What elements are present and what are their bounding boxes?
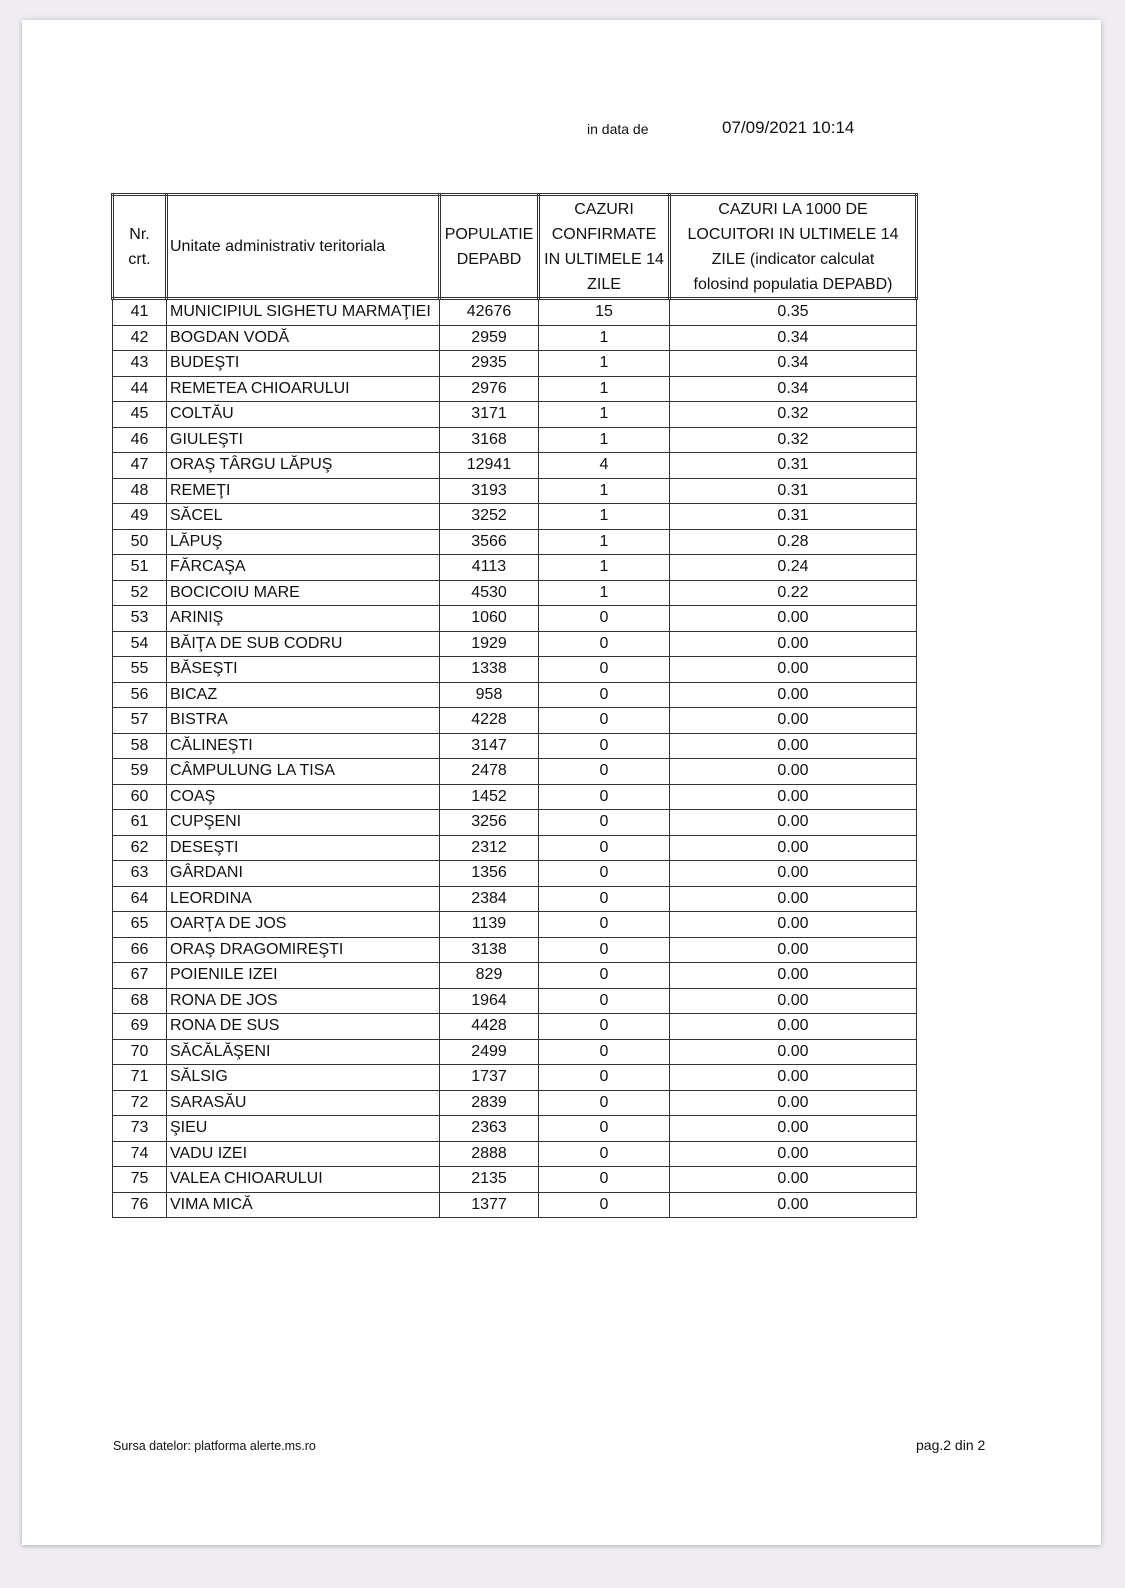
row-number: 61 (113, 810, 167, 836)
row-population: 2499 (440, 1039, 539, 1065)
row-population: 2312 (440, 835, 539, 861)
row-cases: 15 (539, 299, 670, 326)
row-population: 1377 (440, 1192, 539, 1218)
row-uat-name: SARASĂU (167, 1090, 440, 1116)
table-row (113, 835, 917, 861)
row-number: 73 (113, 1116, 167, 1142)
row-uat-name: BĂSEŞTI (167, 657, 440, 683)
row-number: 56 (113, 682, 167, 708)
row-population: 2976 (440, 376, 539, 402)
row-uat-name: BOCICOIU MARE (167, 580, 440, 606)
table-row (113, 937, 917, 963)
row-number: 44 (113, 376, 167, 402)
row-number: 58 (113, 733, 167, 759)
table-row (113, 861, 917, 887)
row-cases: 0 (539, 708, 670, 734)
row-population: 3171 (440, 402, 539, 428)
column-header-uat: Unitate administrativ teritoriala (167, 195, 440, 299)
row-rate: 0.00 (670, 963, 917, 989)
row-number: 72 (113, 1090, 167, 1116)
row-rate: 0.00 (670, 1141, 917, 1167)
table-row (113, 912, 917, 938)
row-cases: 0 (539, 1090, 670, 1116)
row-uat-name: BĂIŢA DE SUB CODRU (167, 631, 440, 657)
row-uat-name: FĂRCAŞA (167, 555, 440, 581)
table-row (113, 1090, 917, 1116)
row-rate: 0.00 (670, 861, 917, 887)
row-rate: 0.31 (670, 478, 917, 504)
table-row (113, 555, 917, 581)
row-uat-name: LEORDINA (167, 886, 440, 912)
row-population: 3168 (440, 427, 539, 453)
row-cases: 1 (539, 351, 670, 377)
row-cases: 0 (539, 759, 670, 785)
table-row (113, 402, 917, 428)
row-rate: 0.00 (670, 1192, 917, 1218)
row-population: 3256 (440, 810, 539, 836)
row-rate: 0.35 (670, 299, 917, 326)
row-uat-name: VIMA MICĂ (167, 1192, 440, 1218)
row-number: 47 (113, 453, 167, 479)
row-uat-name: RONA DE SUS (167, 1014, 440, 1040)
row-cases: 0 (539, 1065, 670, 1091)
row-rate: 0.32 (670, 427, 917, 453)
row-rate: 0.00 (670, 606, 917, 632)
row-number: 65 (113, 912, 167, 938)
row-cases: 0 (539, 631, 670, 657)
row-uat-name: MUNICIPIUL SIGHETU MARMAŢIEI (167, 299, 440, 326)
row-uat-name: GIULEŞTI (167, 427, 440, 453)
row-rate: 0.34 (670, 325, 917, 351)
row-cases: 0 (539, 682, 670, 708)
row-number: 45 (113, 402, 167, 428)
row-cases: 0 (539, 657, 670, 683)
row-uat-name: ŞIEU (167, 1116, 440, 1142)
report-date-value: 07/09/2021 10:14 (722, 118, 855, 137)
row-rate: 0.00 (670, 1039, 917, 1065)
column-header-rata: CAZURI LA 1000 DE LOCUITORI IN ULTIMELE 14 ZILE (indicator calculat folosind populatia DEPABD) (670, 195, 917, 299)
row-population: 1060 (440, 606, 539, 632)
row-cases: 0 (539, 937, 670, 963)
row-rate: 0.00 (670, 1167, 917, 1193)
row-rate: 0.31 (670, 453, 917, 479)
row-population: 4228 (440, 708, 539, 734)
row-rate: 0.00 (670, 912, 917, 938)
row-uat-name: ARINIŞ (167, 606, 440, 632)
row-uat-name: REMEŢI (167, 478, 440, 504)
table-row (113, 988, 917, 1014)
row-uat-name: POIENILE IZEI (167, 963, 440, 989)
table-row (113, 427, 917, 453)
row-number: 51 (113, 555, 167, 581)
row-rate: 0.00 (670, 733, 917, 759)
row-population: 3193 (440, 478, 539, 504)
row-population: 4428 (440, 1014, 539, 1040)
table-body (113, 299, 917, 1218)
row-rate: 0.00 (670, 988, 917, 1014)
row-population: 3147 (440, 733, 539, 759)
table-row (113, 351, 917, 377)
row-rate: 0.00 (670, 631, 917, 657)
row-number: 68 (113, 988, 167, 1014)
row-population: 2959 (440, 325, 539, 351)
row-population: 1964 (440, 988, 539, 1014)
cases-table (111, 193, 918, 1218)
row-number: 75 (113, 1167, 167, 1193)
row-number: 49 (113, 504, 167, 530)
row-cases: 0 (539, 784, 670, 810)
row-number: 63 (113, 861, 167, 887)
row-cases: 0 (539, 810, 670, 836)
row-cases: 1 (539, 529, 670, 555)
row-uat-name: REMETEA CHIOARULUI (167, 376, 440, 402)
table-row (113, 886, 917, 912)
row-uat-name: VALEA CHIOARULUI (167, 1167, 440, 1193)
row-population: 3566 (440, 529, 539, 555)
row-population: 1338 (440, 657, 539, 683)
row-uat-name: BOGDAN VODĂ (167, 325, 440, 351)
row-population: 2839 (440, 1090, 539, 1116)
row-cases: 0 (539, 835, 670, 861)
row-population: 3138 (440, 937, 539, 963)
row-rate: 0.00 (670, 759, 917, 785)
row-rate: 0.28 (670, 529, 917, 555)
row-number: 50 (113, 529, 167, 555)
row-rate: 0.31 (670, 504, 917, 530)
row-cases: 0 (539, 886, 670, 912)
row-cases: 1 (539, 478, 670, 504)
row-number: 54 (113, 631, 167, 657)
row-population: 1737 (440, 1065, 539, 1091)
row-uat-name: SĂCEL (167, 504, 440, 530)
row-number: 46 (113, 427, 167, 453)
row-uat-name: OARŢA DE JOS (167, 912, 440, 938)
row-cases: 1 (539, 580, 670, 606)
row-rate: 0.00 (670, 657, 917, 683)
row-population: 4530 (440, 580, 539, 606)
row-population: 958 (440, 682, 539, 708)
row-number: 42 (113, 325, 167, 351)
table-row (113, 1116, 917, 1142)
row-uat-name: COLTĂU (167, 402, 440, 428)
row-cases: 0 (539, 1116, 670, 1142)
row-number: 43 (113, 351, 167, 377)
row-cases: 0 (539, 912, 670, 938)
row-cases: 0 (539, 1192, 670, 1218)
row-rate: 0.00 (670, 937, 917, 963)
row-cases: 1 (539, 402, 670, 428)
table-row (113, 657, 917, 683)
row-number: 70 (113, 1039, 167, 1065)
row-cases: 0 (539, 1014, 670, 1040)
row-rate: 0.00 (670, 1090, 917, 1116)
row-number: 74 (113, 1141, 167, 1167)
column-header-cazuri: CAZURI CONFIRMATE IN ULTIMELE 14 ZILE (539, 195, 670, 299)
row-uat-name: VADU IZEI (167, 1141, 440, 1167)
row-population: 42676 (440, 299, 539, 326)
table-header-row (113, 195, 917, 299)
row-rate: 0.24 (670, 555, 917, 581)
table-row (113, 325, 917, 351)
table-row (113, 606, 917, 632)
row-cases: 0 (539, 1039, 670, 1065)
row-population: 1139 (440, 912, 539, 938)
row-uat-name: BISTRA (167, 708, 440, 734)
table-row (113, 810, 917, 836)
column-header-nr: Nr. crt. (113, 195, 167, 299)
row-cases: 4 (539, 453, 670, 479)
row-uat-name: RONA DE JOS (167, 988, 440, 1014)
row-rate: 0.00 (670, 1065, 917, 1091)
row-number: 71 (113, 1065, 167, 1091)
table-row (113, 1141, 917, 1167)
table-row (113, 1167, 917, 1193)
row-uat-name: GÂRDANI (167, 861, 440, 887)
row-rate: 0.32 (670, 402, 917, 428)
row-uat-name: ORAŞ DRAGOMIREŞTI (167, 937, 440, 963)
table-row (113, 478, 917, 504)
data-source-note: Sursa datelor: platforma alerte.ms.ro (113, 1439, 316, 1453)
report-date-label: in data de (587, 121, 649, 137)
row-number: 48 (113, 478, 167, 504)
table-row (113, 759, 917, 785)
row-cases: 0 (539, 988, 670, 1014)
row-cases: 0 (539, 1141, 670, 1167)
row-number: 62 (113, 835, 167, 861)
row-rate: 0.00 (670, 682, 917, 708)
row-rate: 0.34 (670, 351, 917, 377)
document-page (22, 20, 1101, 1545)
row-population: 1452 (440, 784, 539, 810)
row-population: 2888 (440, 1141, 539, 1167)
row-population: 4113 (440, 555, 539, 581)
row-number: 53 (113, 606, 167, 632)
row-number: 57 (113, 708, 167, 734)
row-rate: 0.00 (670, 1014, 917, 1040)
column-header-populatie: POPULATIE DEPABD (440, 195, 539, 299)
row-number: 66 (113, 937, 167, 963)
row-uat-name: SĂLSIG (167, 1065, 440, 1091)
row-population: 829 (440, 963, 539, 989)
row-cases: 0 (539, 733, 670, 759)
row-uat-name: DESEŞTI (167, 835, 440, 861)
row-population: 1356 (440, 861, 539, 887)
table-row (113, 708, 917, 734)
row-uat-name: COAŞ (167, 784, 440, 810)
row-cases: 1 (539, 427, 670, 453)
table-row (113, 504, 917, 530)
table-row (113, 631, 917, 657)
table-row (113, 733, 917, 759)
row-number: 59 (113, 759, 167, 785)
row-number: 60 (113, 784, 167, 810)
row-population: 3252 (440, 504, 539, 530)
row-population: 2384 (440, 886, 539, 912)
row-uat-name: CUPŞENI (167, 810, 440, 836)
table-row (113, 1192, 917, 1218)
row-uat-name: BUDEŞTI (167, 351, 440, 377)
row-cases: 1 (539, 555, 670, 581)
row-number: 41 (113, 299, 167, 326)
table-row (113, 682, 917, 708)
row-population: 2363 (440, 1116, 539, 1142)
page-number: pag.2 din 2 (916, 1437, 986, 1453)
row-population: 1929 (440, 631, 539, 657)
row-population: 2135 (440, 1167, 539, 1193)
row-uat-name: LĂPUŞ (167, 529, 440, 555)
row-population: 12941 (440, 453, 539, 479)
row-rate: 0.22 (670, 580, 917, 606)
table-row (113, 299, 917, 326)
row-uat-name: CÂMPULUNG LA TISA (167, 759, 440, 785)
table-row (113, 963, 917, 989)
table-row (113, 784, 917, 810)
row-rate: 0.00 (670, 708, 917, 734)
row-rate: 0.34 (670, 376, 917, 402)
row-cases: 0 (539, 861, 670, 887)
row-cases: 0 (539, 963, 670, 989)
table-row (113, 453, 917, 479)
row-population: 2935 (440, 351, 539, 377)
row-rate: 0.00 (670, 886, 917, 912)
table-row (113, 376, 917, 402)
row-number: 55 (113, 657, 167, 683)
table-row (113, 1014, 917, 1040)
row-cases: 1 (539, 376, 670, 402)
row-rate: 0.00 (670, 784, 917, 810)
table-row (113, 1065, 917, 1091)
row-cases: 1 (539, 504, 670, 530)
row-number: 52 (113, 580, 167, 606)
row-rate: 0.00 (670, 835, 917, 861)
table-row (113, 529, 917, 555)
row-rate: 0.00 (670, 1116, 917, 1142)
row-number: 69 (113, 1014, 167, 1040)
row-cases: 1 (539, 325, 670, 351)
row-uat-name: SĂCĂLĂŞENI (167, 1039, 440, 1065)
row-uat-name: ORAŞ TÂRGU LĂPUŞ (167, 453, 440, 479)
row-number: 67 (113, 963, 167, 989)
row-uat-name: CĂLINEŞTI (167, 733, 440, 759)
row-number: 76 (113, 1192, 167, 1218)
row-cases: 0 (539, 1167, 670, 1193)
table-row (113, 1039, 917, 1065)
row-number: 64 (113, 886, 167, 912)
row-cases: 0 (539, 606, 670, 632)
table-row (113, 580, 917, 606)
row-uat-name: BICAZ (167, 682, 440, 708)
row-population: 2478 (440, 759, 539, 785)
row-rate: 0.00 (670, 810, 917, 836)
